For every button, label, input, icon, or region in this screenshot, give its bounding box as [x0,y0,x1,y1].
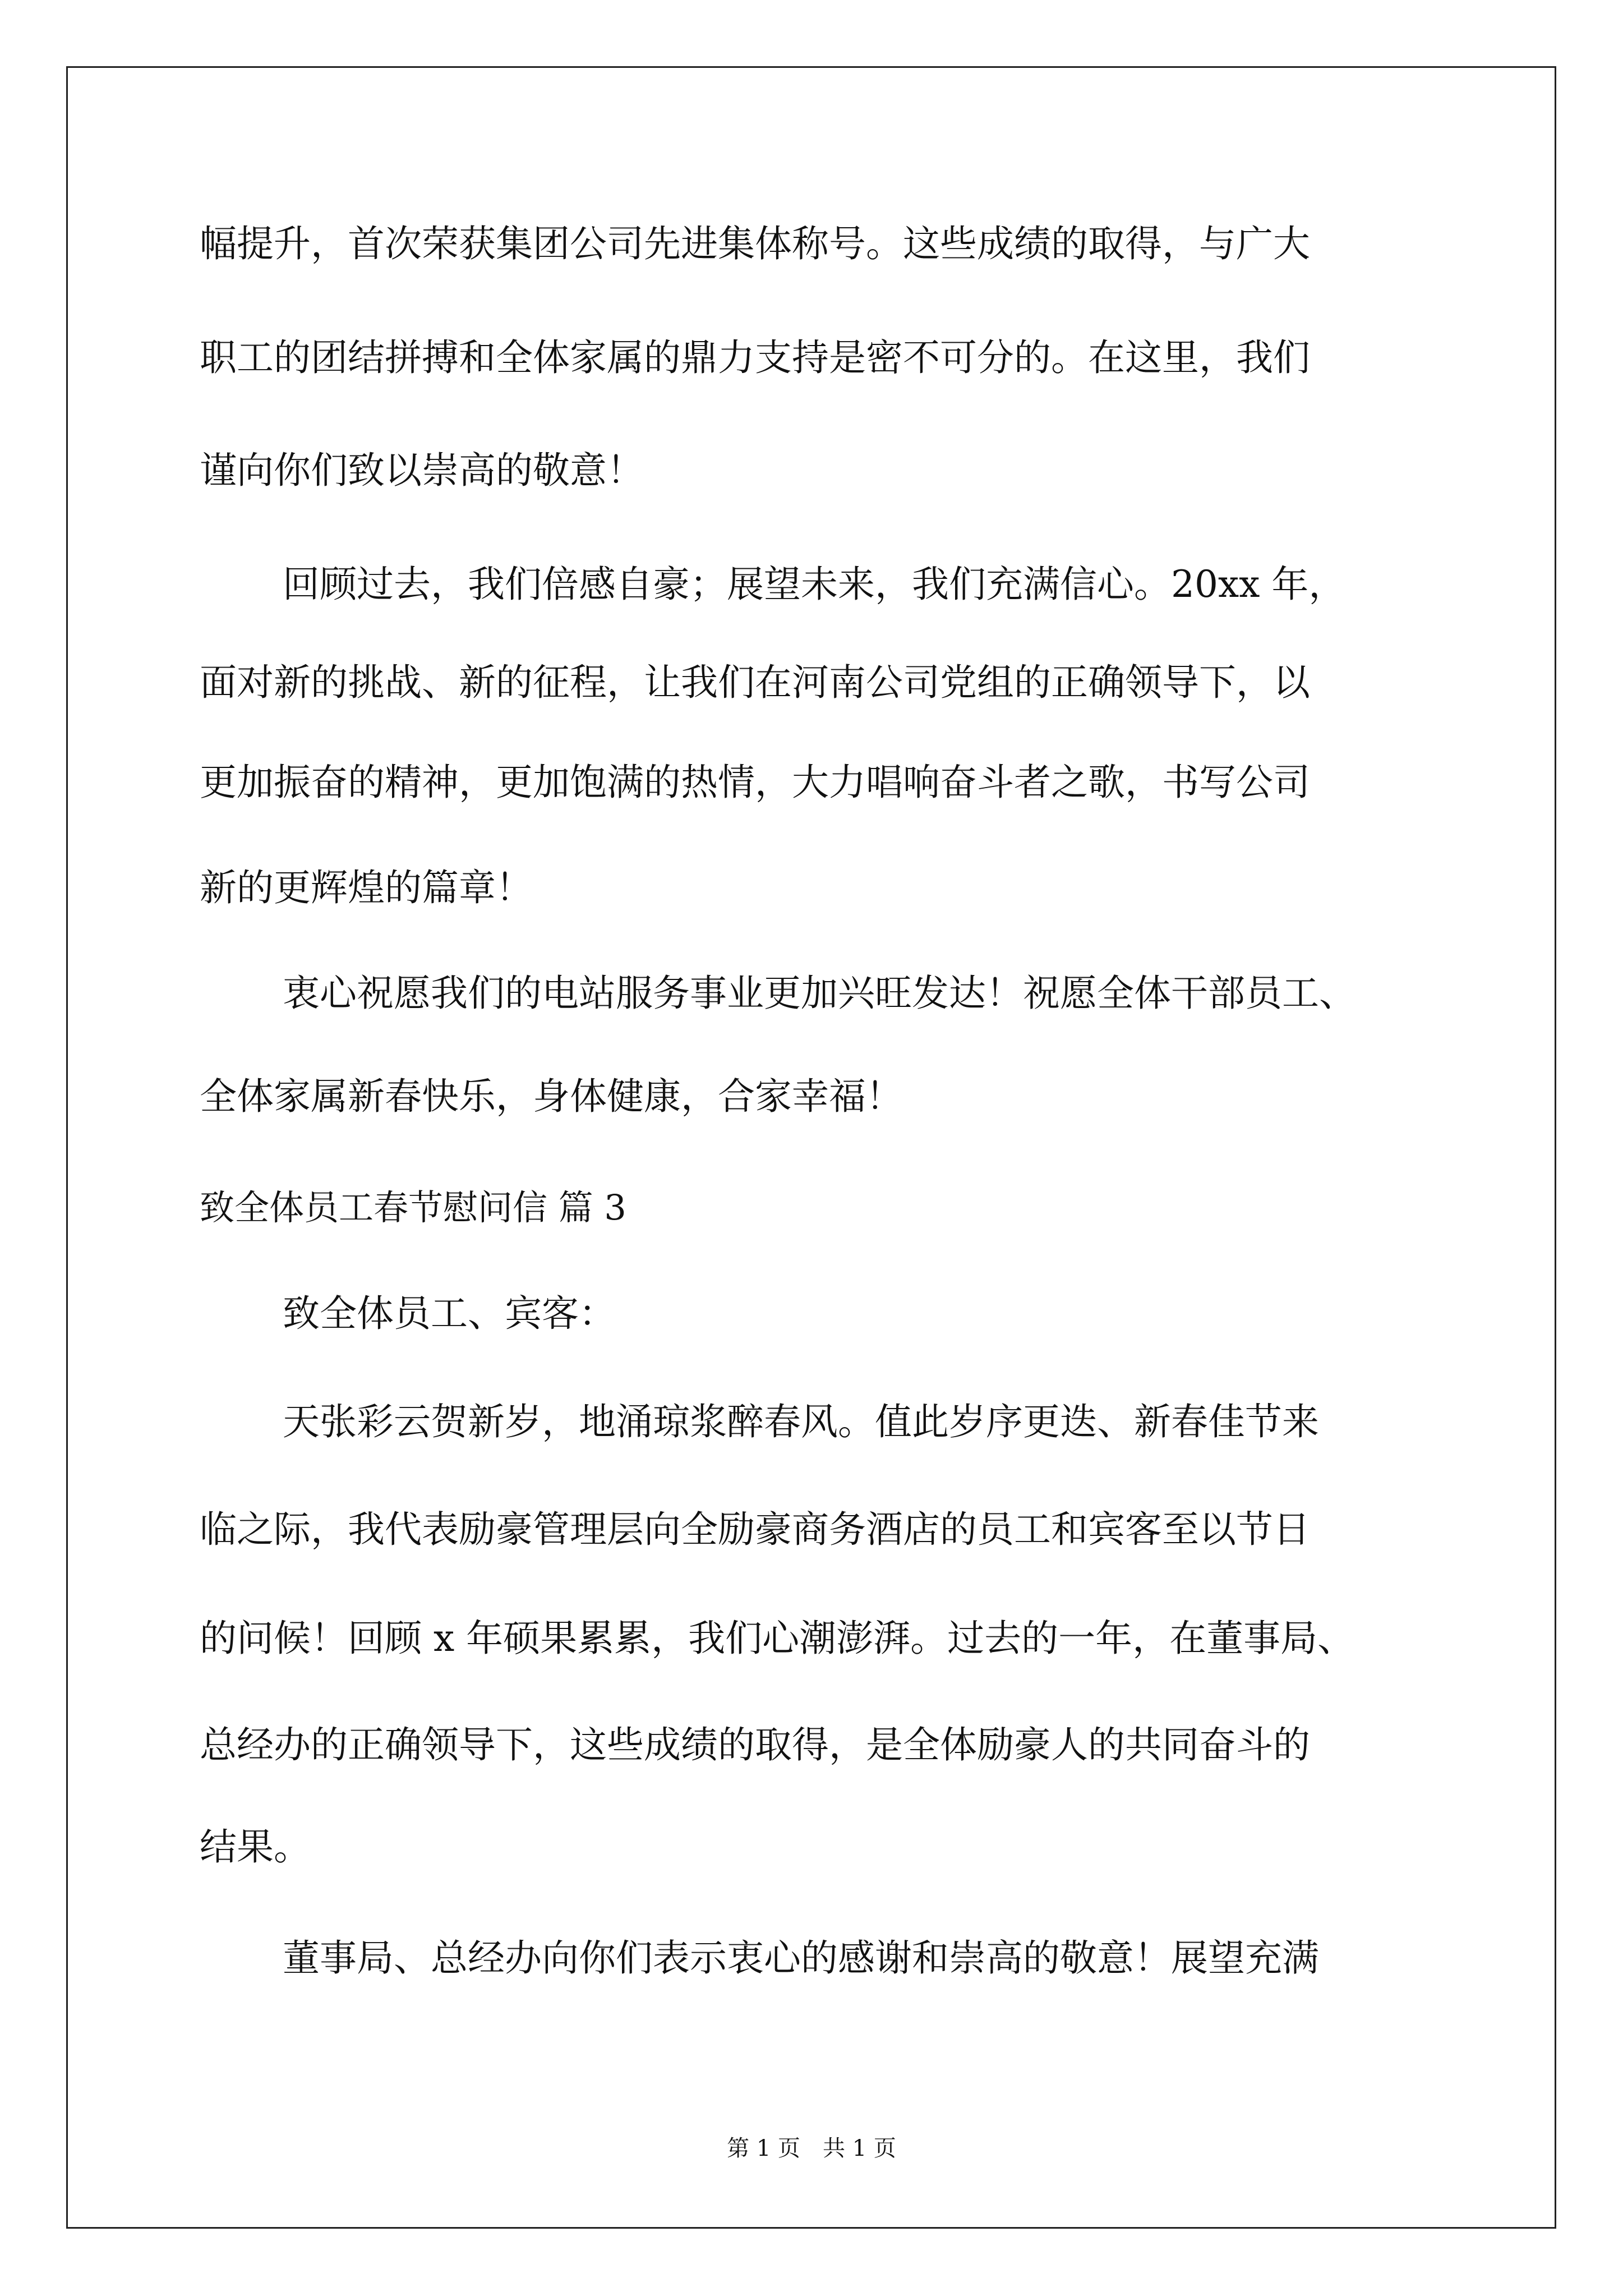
body-line: 面对新的挑战、新的征程，让我们在河南公司党组的正确领导下，以 [200,661,1310,704]
body-line: 新的更辉煌的篇章！ [200,866,533,909]
body-line: 幅提升，首次荣获集团公司先进集体称号。这些成绩的取得，与广大 [200,222,1310,265]
paragraph-line: 衷心祝愿我们的电站服务事业更加兴旺发达！祝愿全体干部员工、 [283,972,1356,1015]
page-border [66,66,1556,2229]
body-line: 谨向你们致以崇高的敬意！ [200,449,644,492]
body-line: 的问候！回顾 x 年硕果累累，我们心潮澎湃。过去的一年，在董事局、 [200,1617,1355,1660]
section-heading: 致全体员工春节慰问信 篇 3 [200,1187,626,1228]
body-line: 结果。 [200,1825,311,1869]
body-line: 全体家属新春快乐，身体健康，合家幸福！ [200,1075,903,1118]
body-line: 总经办的正确领导下，这些成绩的取得，是全体励豪人的共同奋斗的 [200,1723,1310,1766]
body-line: 临之际，我代表励豪管理层向全励豪商务酒店的员工和宾客至以节日 [200,1508,1310,1551]
body-line: 更加振奋的精神，更加饱满的热情，大力唱响奋斗者之歌，书写公司 [200,761,1310,804]
paragraph-line: 回顾过去，我们倍感自豪；展望未来，我们充满信心。20xx 年， [283,563,1346,606]
body-line: 职工的团结拼搏和全体家属的鼎力支持是密不可分的。在这里，我们 [200,336,1310,379]
page-footer: 第 1 页 共 1 页 [727,2136,896,2161]
salutation: 致全体员工、宾客： [283,1292,616,1335]
paragraph-line: 天张彩云贺新岁，地涌琼浆醉春风。值此岁序更迭、新春佳节来 [283,1400,1319,1443]
paragraph-line: 董事局、总经办向你们表示衷心的感谢和崇高的敬意！展望充满 [283,1936,1319,1980]
